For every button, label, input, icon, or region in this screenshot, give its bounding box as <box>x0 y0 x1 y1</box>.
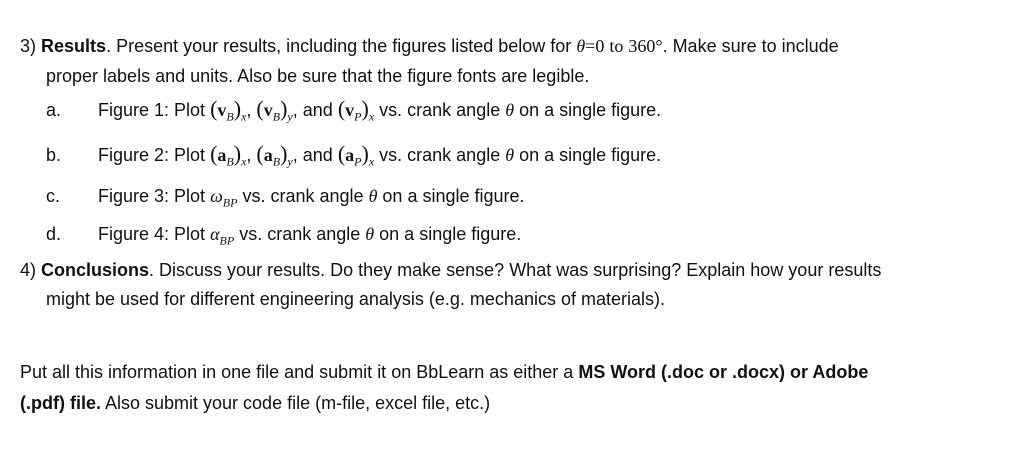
list-item-c <box>46 184 525 215</box>
item-prefix: Figure 2: Plot <box>98 145 206 165</box>
item-tail: on a single figure. <box>519 100 662 120</box>
range-start: 0 <box>595 36 605 56</box>
acceleration-symbol: a <box>263 145 273 165</box>
list-item-a: a. Figure 1: Plot $(v_B)_x$, $(v_B)_y$, and $(v_P)_x$ vs. crank angle θ on a single figure. <box>46 96 662 124</box>
subscript-p: P <box>354 154 362 169</box>
component-y: y <box>287 109 293 124</box>
range-end: 360° <box>628 36 663 56</box>
item-suffix: vs. crank angle <box>379 145 501 165</box>
component-x: x <box>368 109 375 124</box>
section-3-heading: Results <box>41 36 107 56</box>
list-item-d <box>46 222 521 253</box>
section-3-intro-c: proper labels and units. Also be sure that the figure fonts are legible. <box>46 66 590 86</box>
item-tail: on a single figure. <box>519 145 662 165</box>
submit-bold-a: MS Word (.doc or .docx) or Adobe <box>578 362 869 382</box>
item-prefix: Figure 4: Plot <box>98 224 206 244</box>
theta-symbol: θ <box>365 224 375 244</box>
subscript-b: B <box>272 154 281 169</box>
item-tail: on a single figure. <box>379 224 522 244</box>
submit-bold-b: (.pdf) file. <box>20 393 101 413</box>
section-3-line-2 <box>46 64 589 88</box>
theta-symbol: θ <box>368 186 378 206</box>
section-3-intro-a: . Present your results, including the figures listed below for <box>106 36 572 56</box>
submit-line-2 <box>20 391 490 415</box>
subscript-bp: BP <box>222 195 238 210</box>
component-x: x <box>368 154 375 169</box>
component-y: y <box>287 154 293 169</box>
velocity-symbol: v <box>217 100 227 120</box>
section-4-text-b: might be used for different engineering analysis (e.g. mechanics of materials). <box>46 289 665 309</box>
item-prefix: Figure 3: Plot <box>98 186 206 206</box>
subscript-b: B <box>226 109 234 124</box>
section-4-text-a: . Discuss your results. Do they make sense? What was surprising? Explain how your results <box>149 260 882 280</box>
acceleration-symbol: a <box>217 145 227 165</box>
submit-text-a: Put all this information in one file and submit it on BbLearn as either a <box>20 362 574 382</box>
item-label: b. <box>46 145 62 165</box>
theta-symbol: θ <box>505 145 515 165</box>
theta-symbol: θ <box>576 36 586 56</box>
subscript-b: B <box>272 109 281 124</box>
item-tail: on a single figure. <box>382 186 525 206</box>
list-item-b: b. Figure 2: Plot $(a_B)_x$, $(a_B)_y$, and $(a_P)_x$ vs. crank angle θ on a single figure. <box>46 141 662 169</box>
and-text: , and <box>292 145 333 165</box>
omega-symbol: ω <box>210 186 223 206</box>
alpha-symbol: α <box>210 224 220 244</box>
section-3-intro-b: . Make sure to include <box>662 36 839 56</box>
item-suffix: vs. crank angle <box>379 100 501 120</box>
subscript-bp: BP <box>219 233 235 248</box>
item-prefix: Figure 1: Plot <box>98 100 206 120</box>
section-4-heading: Conclusions <box>41 260 150 280</box>
subscript-b: B <box>226 154 234 169</box>
item-label: c. <box>46 186 61 206</box>
subscript-p: P <box>354 109 362 124</box>
section-4-line-1 <box>20 258 881 282</box>
item-suffix: vs. crank angle <box>242 186 364 206</box>
component-x: x <box>241 109 247 124</box>
section-4-line-2 <box>46 287 665 311</box>
theta-symbol: θ <box>505 100 515 120</box>
item-label: a. <box>46 100 62 120</box>
component-x: x <box>241 154 247 169</box>
and-text: , and <box>292 100 333 120</box>
acceleration-symbol: a <box>345 145 355 165</box>
equals-sign: = <box>585 36 596 56</box>
submit-text-b: Also submit your code file (m-file, excel file, etc.) <box>105 393 491 413</box>
item-suffix: vs. crank angle <box>239 224 361 244</box>
section-3-number: 3) <box>20 36 37 56</box>
section-4-number: 4) <box>20 260 37 280</box>
velocity-symbol: v <box>345 100 355 120</box>
item-label: d. <box>46 224 62 244</box>
range-to: to <box>609 36 624 56</box>
section-3-line-1 <box>20 34 839 58</box>
velocity-symbol: v <box>263 100 273 120</box>
submit-line-1 <box>20 360 868 384</box>
